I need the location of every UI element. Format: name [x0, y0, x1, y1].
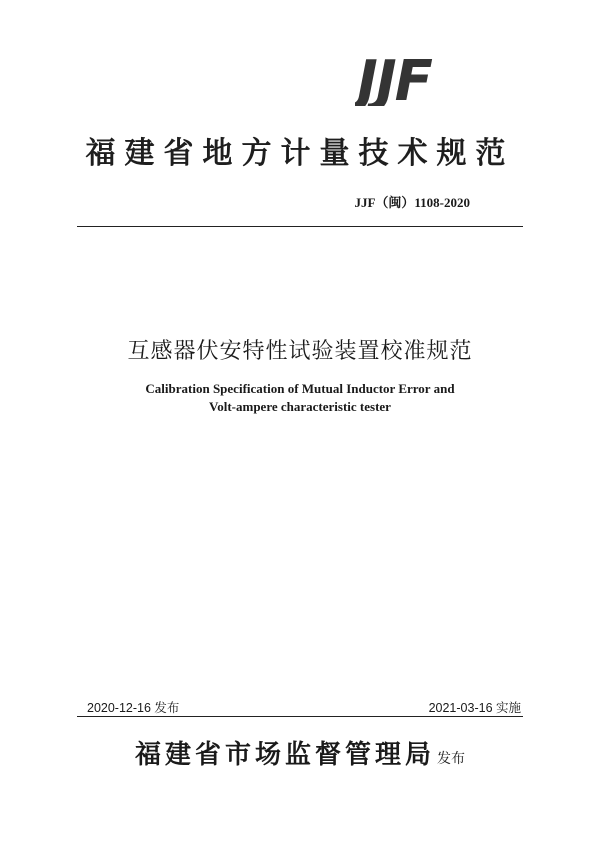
- top-divider: [77, 226, 523, 227]
- english-title-line-2: Volt-ampere characteristic tester: [209, 399, 391, 414]
- implementation-date: 2021-03-16 实施: [428, 701, 521, 715]
- bottom-divider: [77, 716, 523, 717]
- english-title-line-1: Calibration Specification of Mutual Inductor Error and: [145, 381, 455, 396]
- jjf-logo: [355, 48, 495, 106]
- publisher-line: [0, 734, 600, 771]
- document-title-chinese: 互感器伏安特性试验装置校准规范: [127, 339, 473, 364]
- jjf-logo-text: JJF: [357, 49, 431, 106]
- category-title: 福建省地方计量技术规范: [85, 136, 515, 171]
- document-title-english: [0, 380, 600, 416]
- issue-date: 2020-12-16 发布: [87, 701, 180, 715]
- standard-number: JJF（闽）1108-2020: [354, 195, 470, 210]
- jjf-logo-graphic: [355, 48, 495, 106]
- publisher-name: 福建省市场监督管理局: [134, 740, 435, 770]
- publisher-suffix: 发布: [437, 751, 465, 767]
